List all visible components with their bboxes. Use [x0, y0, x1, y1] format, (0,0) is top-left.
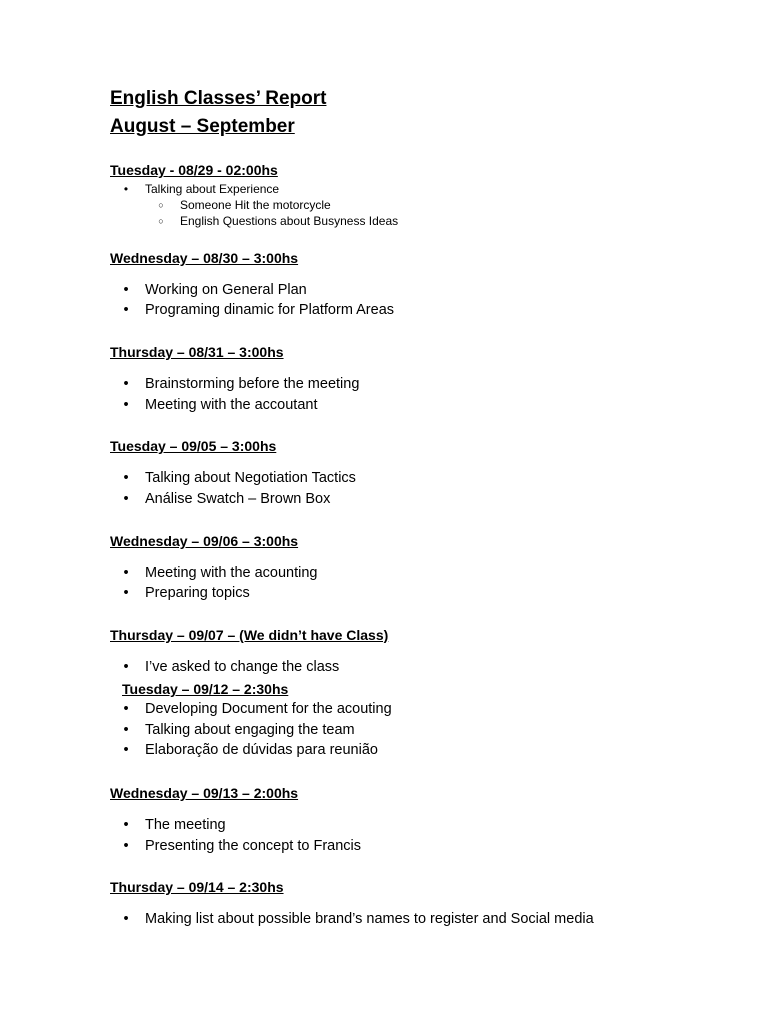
bullet-icon: • — [123, 659, 129, 675]
list-item-text: Talking about Negotiation Tactics — [145, 470, 356, 486]
bullet-icon: • — [123, 302, 129, 318]
bullet-icon: • — [123, 491, 129, 507]
list-item-text: Meeting with the accoutant — [145, 397, 318, 413]
bullet-icon: • — [123, 282, 129, 298]
section-heading: Thursday – 09/14 – 2:30hs — [110, 879, 284, 895]
list-item-text: Talking about engaging the team — [145, 722, 355, 738]
bullet-icon: • — [123, 742, 129, 758]
sub-list-item — [158, 197, 331, 213]
circle-bullet-icon: ○ — [158, 200, 164, 210]
sub-list-item-text: English Questions about Busyness Ideas — [180, 214, 399, 228]
bullet-icon: • — [123, 838, 129, 854]
section-heading: Tuesday – 09/12 – 2:30hs — [122, 681, 289, 697]
document-subtitle: August – September — [110, 116, 295, 137]
list-item-text: Análise Swatch – Brown Box — [145, 491, 331, 507]
list-item — [123, 720, 355, 740]
bullet-icon: • — [123, 470, 129, 486]
list-item — [123, 395, 318, 415]
circle-bullet-icon: ○ — [158, 216, 164, 226]
list-item — [123, 699, 392, 719]
list-item-text: Presenting the concept to Francis — [145, 838, 362, 854]
sub-list-item-text: Someone Hit the motorcycle — [180, 198, 331, 212]
section-heading: Tuesday - 08/29 - 02:00hs — [110, 162, 278, 178]
section-heading: Tuesday – 09/05 – 3:00hs — [110, 438, 277, 454]
bullet-icon: • — [123, 585, 129, 601]
bullet-icon: • — [123, 817, 129, 833]
list-item — [123, 280, 307, 300]
list-item — [123, 489, 331, 509]
bullet-icon: • — [123, 376, 129, 392]
list-item-text: I’ve asked to change the class — [145, 659, 340, 675]
list-item-text: Making list about possible brand’s names to register and Social media — [145, 911, 594, 927]
list-item-text: The meeting — [145, 817, 226, 833]
list-item-text: Brainstorming before the meeting — [145, 376, 360, 392]
section-heading: Thursday – 08/31 – 3:00hs — [110, 344, 284, 360]
sub-list-item — [158, 213, 399, 229]
section-heading: Wednesday – 09/06 – 3:00hs — [110, 533, 299, 549]
section-heading: Wednesday – 08/30 – 3:00hs — [110, 250, 299, 266]
bullet-icon: • — [123, 911, 129, 927]
list-item — [123, 836, 362, 856]
bullet-icon: • — [123, 701, 129, 717]
list-item — [123, 181, 280, 197]
list-item — [123, 657, 340, 677]
section-heading: Thursday – 09/07 – (We didn’t have Class) — [110, 627, 389, 643]
list-item-text: Elaboração de dúvidas para reunião — [145, 742, 378, 758]
document-title: English Classes’ Report — [110, 88, 327, 109]
bullet-icon: • — [123, 722, 129, 738]
list-item-text: Programing dinamic for Platform Areas — [145, 302, 395, 318]
list-item — [123, 583, 250, 603]
list-item — [123, 740, 378, 760]
list-item-text: Preparing topics — [145, 585, 250, 601]
list-item — [123, 374, 360, 394]
list-item-text: Meeting with the acounting — [145, 565, 318, 581]
list-item — [123, 909, 594, 929]
list-item-text: Talking about Experience — [145, 182, 280, 196]
section-heading: Wednesday – 09/13 – 2:00hs — [110, 785, 299, 801]
bullet-icon: • — [123, 182, 129, 196]
list-item-text: Working on General Plan — [145, 282, 307, 298]
list-item — [123, 563, 318, 583]
list-item-text: Developing Document for the acouting — [145, 701, 392, 717]
list-item — [123, 468, 356, 488]
list-item — [123, 300, 395, 320]
bullet-icon: • — [123, 397, 129, 413]
list-item — [123, 815, 226, 835]
bullet-icon: • — [123, 565, 129, 581]
